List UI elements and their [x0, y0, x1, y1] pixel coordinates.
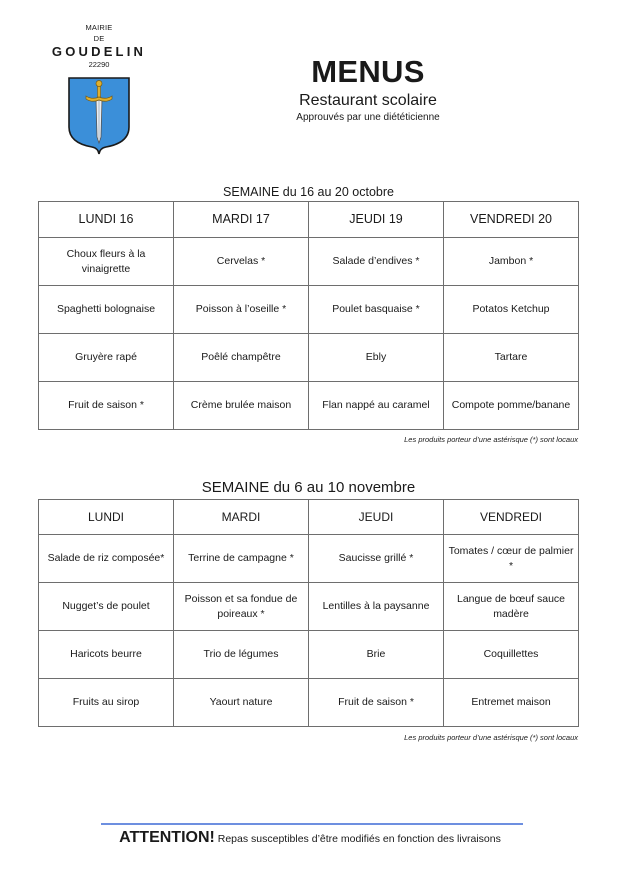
menu-cell: Crème brulée maison — [174, 382, 309, 430]
week2-caption: SEMAINE du 6 au 10 novembre — [201, 479, 416, 496]
logo-postcode: 22290 — [88, 60, 110, 69]
week1-day-header: LUNDI 16 — [39, 202, 174, 238]
logo-mairie-line2: DE — [93, 34, 105, 43]
week2-header-row — [39, 500, 579, 535]
week2-day-header: VENDREDI — [444, 500, 579, 535]
menu-cell: Entremet maison — [444, 679, 579, 727]
menu-cell: Poisson et sa fondue de poireaux * — [174, 583, 309, 631]
attention-label: ATTENTION! — [119, 829, 215, 846]
menu-cell: Nugget’s de poulet — [39, 583, 174, 631]
menu-cell: Trio de légumes — [174, 631, 309, 679]
week1-caption: SEMAINE du 16 au 20 octobre — [223, 185, 394, 199]
week1-menu-table — [38, 201, 579, 430]
page-subtitle: Restaurant scolaire — [299, 92, 437, 109]
menu-cell: Jambon * — [444, 238, 579, 286]
week1-local-products-note: Les produits porteur d’une astérisque (*) sont locaux — [404, 435, 578, 444]
menu-cell: Poulet basquaise * — [309, 286, 444, 334]
week1-row-side — [39, 334, 579, 382]
menu-cell: Spaghetti bolognaise — [39, 286, 174, 334]
title-block — [258, 54, 478, 124]
menu-cell: Brie — [309, 631, 444, 679]
week2-day-header: MARDI — [174, 500, 309, 535]
week1-row-starter — [39, 238, 579, 286]
week2-local-products-note: Les produits porteur d’une astérisque (*) sont locaux — [404, 733, 578, 742]
menu-cell: Poêlé champêtre — [174, 334, 309, 382]
menu-cell: Ebly — [309, 334, 444, 382]
week1-day-header: MARDI 17 — [174, 202, 309, 238]
menu-cell: Compote pomme/banane — [444, 382, 579, 430]
coat-of-arms-icon — [66, 75, 132, 155]
menu-cell: Tartare — [444, 334, 579, 382]
menu-cell: Salade d’endives * — [309, 238, 444, 286]
week2-row-main — [39, 583, 579, 631]
menu-cell: Poisson à l’oseille * — [174, 286, 309, 334]
menu-cell: Coquillettes — [444, 631, 579, 679]
menu-cell: Tomates / cœur de palmier * — [444, 535, 579, 583]
week2-row-starter — [39, 535, 579, 583]
week2-row-dessert — [39, 679, 579, 727]
menu-cell: Fruit de saison * — [309, 679, 444, 727]
week1-day-header: JEUDI 19 — [309, 202, 444, 238]
week2-row-side — [39, 631, 579, 679]
menu-cell: Haricots beurre — [39, 631, 174, 679]
menu-cell: Saucisse grillé * — [309, 535, 444, 583]
attention-notice — [0, 829, 620, 847]
attention-text: Repas susceptibles d’être modifiés en fonction des livraisons — [214, 833, 501, 845]
dietitian-note: Approuvés par une diététicienne — [296, 112, 440, 123]
menu-cell: Salade de riz composée* — [39, 535, 174, 583]
menu-cell: Yaourt nature — [174, 679, 309, 727]
menu-cell: Choux fleurs à la vinaigrette — [39, 238, 174, 286]
week1-header-row — [39, 202, 579, 238]
menu-cell: Fruit de saison * — [39, 382, 174, 430]
menu-cell: Potatos Ketchup — [444, 286, 579, 334]
menu-cell: Cervelas * — [174, 238, 309, 286]
menu-cell: Gruyère rapé — [39, 334, 174, 382]
week2-menu-table — [38, 499, 579, 727]
week1-row-dessert — [39, 382, 579, 430]
menu-cell: Fruits au sirop — [39, 679, 174, 727]
page-title: MENUS — [311, 54, 425, 89]
menu-cell: Terrine de campagne * — [174, 535, 309, 583]
footer-divider — [101, 823, 523, 825]
logo-mairie-line1: MAIRIE — [85, 23, 113, 32]
week2-day-header: LUNDI — [39, 500, 174, 535]
menu-cell: Flan nappé au caramel — [309, 382, 444, 430]
menu-cell: Langue de bœuf sauce madère — [444, 583, 579, 631]
week2-day-header: JEUDI — [309, 500, 444, 535]
menu-cell: Lentilles à la paysanne — [309, 583, 444, 631]
logo-town-name: GOUDELIN — [51, 44, 147, 59]
town-logo — [44, 22, 154, 155]
week1-row-main — [39, 286, 579, 334]
week1-day-header: VENDREDI 20 — [444, 202, 579, 238]
